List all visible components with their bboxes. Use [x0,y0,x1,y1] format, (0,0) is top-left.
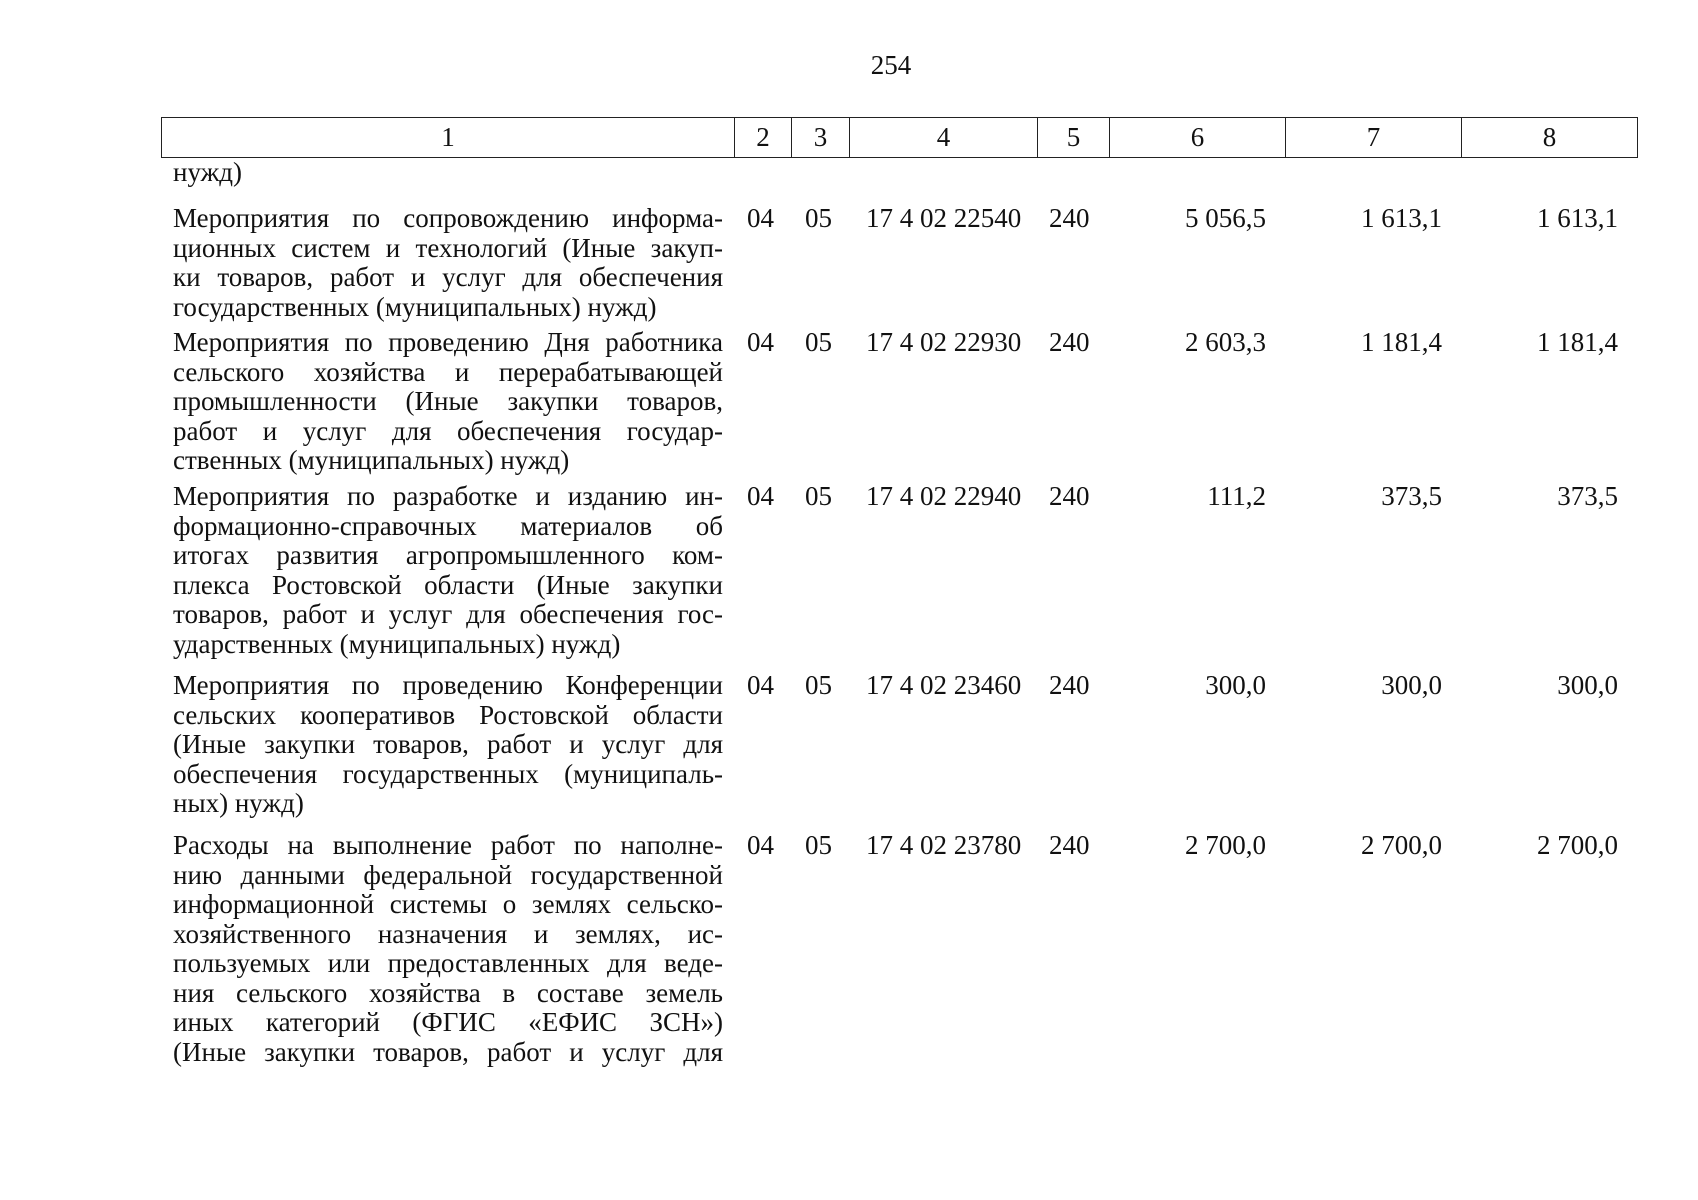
description-line: сельских кооперативов Ростовской области [173,699,723,730]
amount-column-6: 300,0 [1205,670,1266,700]
section-code: 04 [747,670,774,700]
column-header-table [161,117,1638,158]
amount-column-6: 5 056,5 [1185,203,1266,233]
subsection-code: 05 [805,327,832,357]
column-number-row [162,118,1638,158]
description-line: государственных (муниципальных) нужд) [173,291,657,322]
expense-type-code: 240 [1049,327,1090,357]
amount-column-8: 373,5 [1557,481,1618,511]
target-article-code: 17 4 02 22540 [866,203,1022,233]
amount-column-6: 2 700,0 [1185,830,1266,860]
description-line: ния сельского хозяйства в составе земель [173,977,723,1008]
description-line: Мероприятия по разработке и изданию ин- [173,481,723,511]
target-article-code: 17 4 02 22930 [866,327,1022,357]
column-header-2: 2 [735,118,792,158]
row-description [173,328,723,476]
section-code: 04 [747,327,774,357]
amount-column-7: 1 181,4 [1361,327,1442,357]
description-line: работ и услуг для обеспечения государ- [173,415,723,446]
description-line: нию данными федеральной государственной [173,859,723,890]
description-line: Мероприятия по сопровождению информа- [173,203,723,233]
target-article-code: 17 4 02 22940 [866,481,1022,511]
description-line: формационно-справочных материалов об [173,510,723,541]
description-line: хозяйственного назначения и землях, ис- [173,918,723,949]
amount-column-8: 1 181,4 [1537,327,1618,357]
description-line: плекса Ростовской области (Иные закупки [173,569,723,600]
expense-type-code: 240 [1049,481,1090,511]
description-line: товаров, работ и услуг для обеспечения гос- [173,599,723,629]
description-line: Мероприятия по проведению Конференции [173,670,723,700]
section-code: 04 [747,203,774,233]
description-line: итогах развития агропромышленного ком- [173,540,723,570]
page-number: 254 [870,50,912,80]
description-line: информационной системы о землях сельско- [173,889,723,919]
description-line: сельского хозяйства и перерабатывающей [173,356,723,387]
amount-column-6: 111,2 [1207,481,1266,511]
amount-column-7: 1 613,1 [1361,203,1442,233]
description-line: Расходы на выполнение работ по наполне- [173,830,723,860]
expense-type-code: 240 [1049,830,1090,860]
row-description [173,204,723,322]
description-line: (Иные закупки товаров, работ и услуг для [173,729,723,759]
section-code: 04 [747,830,774,860]
column-header-4: 4 [850,118,1038,158]
row-description [173,671,723,819]
column-header-8: 8 [1462,118,1638,158]
amount-column-6: 2 603,3 [1185,327,1266,357]
column-header-5: 5 [1038,118,1110,158]
description-line: ных) нужд) [173,788,304,818]
target-article-code: 17 4 02 23460 [866,670,1022,700]
section-code: 04 [747,481,774,511]
description-line: Мероприятия по проведению Дня работника [173,327,723,357]
description-line: ударственных (муниципальных) нужд) [173,628,621,659]
column-header-1: 1 [162,118,735,158]
amount-column-8: 1 613,1 [1537,203,1618,233]
row-description [173,831,723,1067]
amount-column-8: 300,0 [1557,670,1618,700]
amount-column-7: 373,5 [1381,481,1442,511]
description-line: (Иные закупки товаров, работ и услуг для [173,1036,723,1067]
column-header-6: 6 [1110,118,1286,158]
continued-text: нужд) [173,157,242,187]
description-line: пользуемых или предоставленных для веде- [173,948,723,978]
amount-column-7: 2 700,0 [1361,830,1442,860]
amount-column-8: 2 700,0 [1537,830,1618,860]
expense-type-code: 240 [1049,203,1090,233]
expense-type-code: 240 [1049,670,1090,700]
column-header-7: 7 [1286,118,1462,158]
target-article-code: 17 4 02 23780 [866,830,1022,860]
column-header-3: 3 [792,118,850,158]
description-line: иных категорий (ФГИС «ЕФИС ЗСН») [173,1007,723,1037]
subsection-code: 05 [805,481,832,511]
subsection-code: 05 [805,830,832,860]
row-description [173,482,723,659]
description-line: ственных (муниципальных) нужд) [173,445,570,475]
description-line: ки товаров, работ и услуг для обеспечения [173,262,723,292]
amount-column-7: 300,0 [1381,670,1442,700]
description-line: промышленности (Иные закупки товаров, [173,386,723,416]
description-line: обеспечения государственных (муниципаль- [173,758,723,789]
subsection-code: 05 [805,203,832,233]
subsection-code: 05 [805,670,832,700]
description-line: ционных систем и технологий (Иные закуп- [173,232,723,263]
